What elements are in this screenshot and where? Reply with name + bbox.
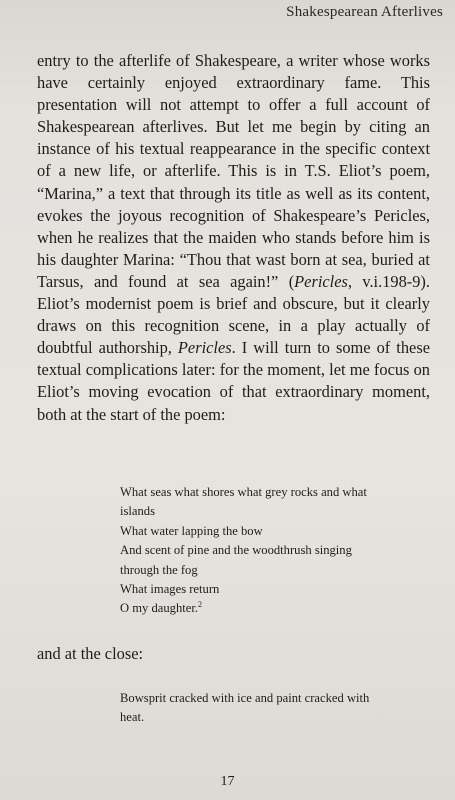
verse-line: Bowsprit cracked with ice and paint cracked with [120,691,370,705]
verse-line: What images return [120,582,220,597]
verse-line-text: O my daughter. [120,601,198,616]
paragraph-segment: entry to the afterlife of Shakespeare, a writer whose works have certainly enjoyed extraordinary fame. This presentation will not attempt to offer a full account of Shakespearean afterlives. But let me begin by citing an instance of his textual reappearance in the specific context of a new life, or afterlife. This is in T.S. Eliot’s poem, “Marina,” a text that through its title as well as its content, evokes the joyous recognition of Shakespeare’s Pericles, when he realizes that the maiden who stands before him is his daughter Marina: “Thou that wast born at sea, buried at Tarsus, and found at sea again!” ( [37,51,430,291]
paragraph-text [37,50,430,426]
running-head: Shakespearean Afterlives [286,4,443,20]
page-number: 17 [220,774,235,789]
body-paragraph [37,50,430,426]
play-title-italic: Pericles [294,271,348,291]
verse-line: heat. [120,710,145,725]
verse-line: And scent of pine and the woodthrush singing [120,543,352,558]
footnote-marker: 2 [198,600,202,610]
verse-line: through the fog [120,562,198,577]
verse-quotation-opening [120,483,420,619]
verse-line: islands [120,504,155,519]
verse-quotation-closing [120,689,420,728]
verse-line: What water lapping the bow [120,523,263,538]
verse-line: What seas what shores what grey rocks and what [120,485,367,499]
paragraph-segment: , v.i.198-9). Eliot’s modernist poem is brief and obscure, but it clearly draws on this recognition scene, in a play actually of doubtful authorship, [37,271,430,358]
paragraph-segment: . I will turn to some of these textual complications later: for the moment, let me focus on Eliot’s moving evocation of that extraordinary moment, both at the start of the poem: [37,338,430,424]
verse-line-final [120,599,420,618]
play-title-italic: Pericles [177,338,232,358]
connector-text: and at the close: [37,644,144,663]
